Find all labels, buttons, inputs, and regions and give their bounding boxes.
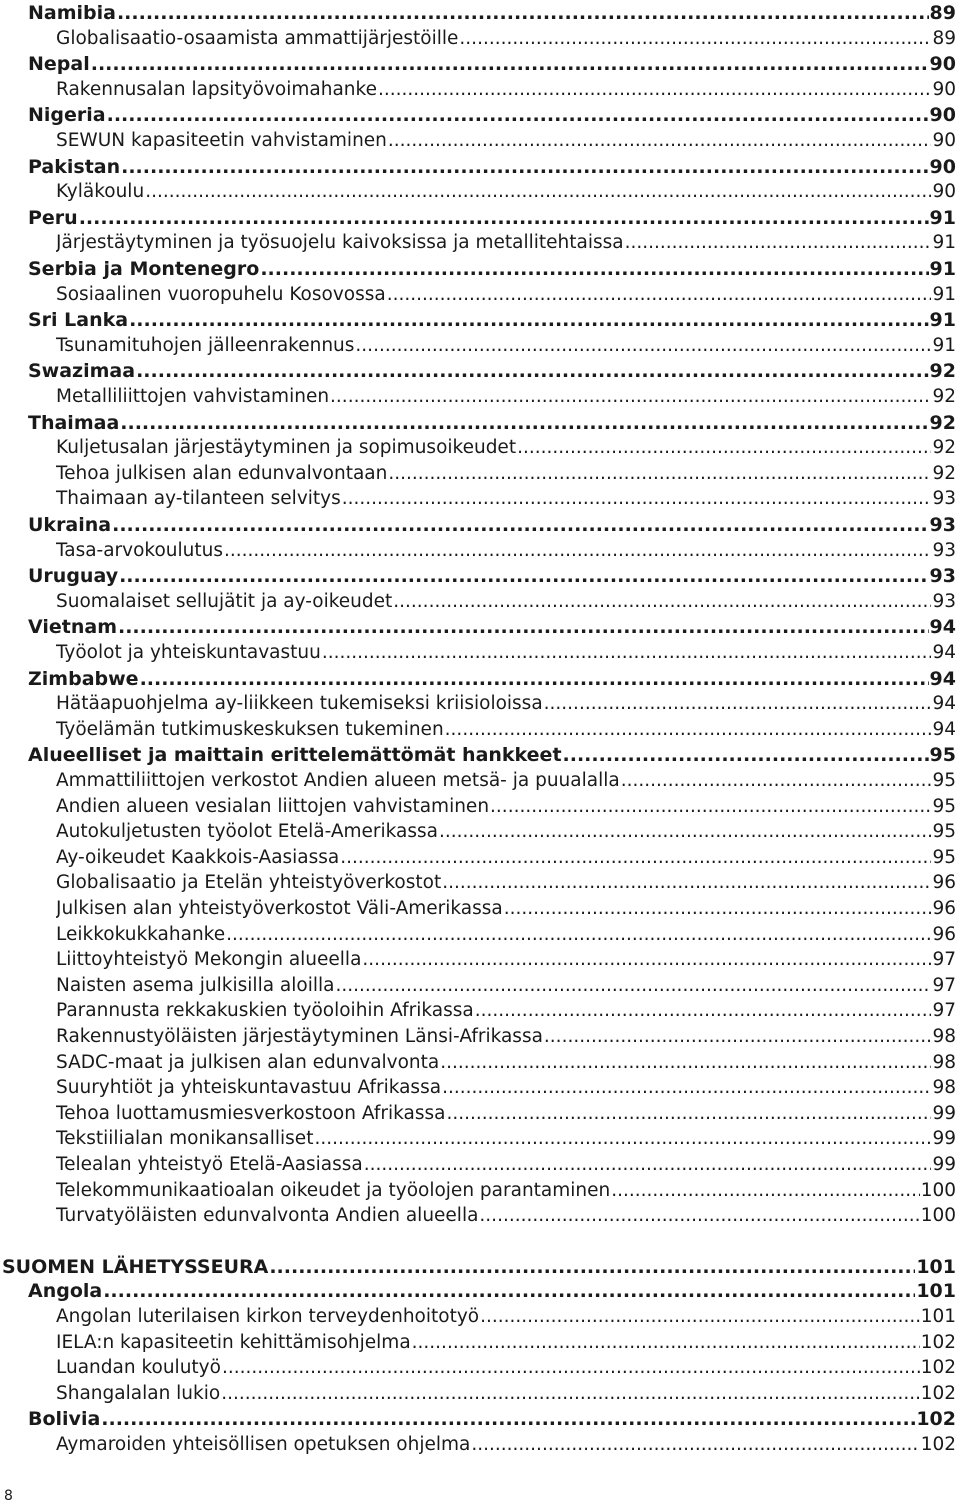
toc-entry-title: Suuryhtiöt ja yhteiskuntavastuu Afrikassa — [56, 1077, 442, 1099]
toc-entry-title: Shangalalan lukio — [56, 1382, 221, 1404]
dot-leader — [459, 26, 931, 52]
toc-entry-page: 96 — [932, 872, 956, 894]
toc-entry-title: Leikkokukkahanke — [56, 923, 226, 945]
toc-project-entry[interactable] — [56, 947, 956, 973]
dot-leader — [625, 230, 932, 256]
toc-entry-page: 100 — [920, 1205, 956, 1227]
toc-project-entry[interactable] — [56, 1203, 956, 1229]
toc-entry-page: 96 — [932, 923, 956, 945]
toc-entry-title: SEWUN kapasiteetin vahvistaminen — [56, 130, 387, 151]
dot-leader — [544, 1024, 932, 1050]
toc-country-entry[interactable] — [28, 0, 956, 26]
toc-section-entry[interactable] — [2, 1253, 956, 1281]
toc-entry-page: 90 — [932, 78, 956, 100]
toc-project-entry[interactable] — [56, 1152, 956, 1178]
toc-entry-page: 94 — [929, 616, 956, 639]
toc-country-entry[interactable] — [28, 563, 956, 589]
toc-project-entry[interactable] — [56, 282, 956, 308]
toc-country-entry[interactable] — [28, 51, 956, 77]
toc-entry-title: Nepal — [28, 53, 90, 76]
toc-entry-page: 90 — [932, 181, 956, 203]
toc-entry-title: Järjestäytyminen ja työsuojelu kaivoksissa ja metallitehtaissa — [56, 232, 624, 254]
dot-leader — [475, 998, 932, 1024]
toc-entry-title: SADC-maat ja julkisen alan edunvalvonta — [56, 1051, 440, 1073]
toc-project-entry[interactable] — [56, 691, 956, 717]
toc-entry-title: Vietnam — [28, 616, 117, 639]
toc-entry-title: Nigeria — [28, 104, 106, 127]
toc-entry-title: IELA:n kapasiteetin kehittämisohjelma — [56, 1331, 411, 1353]
toc-entry-page: 93 — [932, 539, 956, 561]
toc-entry-page: 99 — [932, 1154, 956, 1175]
toc-entry-page: 89 — [929, 2, 956, 24]
dot-leader — [140, 666, 929, 692]
toc-entry-page: 95 — [929, 744, 956, 767]
toc-entry-page: 102 — [920, 1357, 956, 1379]
toc-entry-title: Globalisaatio-osaamista ammattijärjestöille — [56, 27, 459, 49]
toc-entry-page: 99 — [932, 1102, 956, 1124]
toc-entry-title: Hätäapuohjelma ay-liikkeen tukemiseksi kriisioloissa — [56, 693, 543, 715]
toc-entry-page: 92 — [932, 462, 956, 484]
toc-entry-title: Luandan koulutyö — [56, 1357, 221, 1379]
dot-leader — [269, 1253, 915, 1281]
toc-project-entry[interactable] — [56, 128, 956, 154]
dot-leader — [120, 410, 928, 436]
dot-leader — [222, 1355, 920, 1381]
dot-leader — [362, 947, 931, 973]
toc-entry-title: Metalliliittojen vahvistaminen — [56, 386, 330, 407]
toc-entry-page: 95 — [932, 846, 956, 868]
toc-entry-page: 95 — [932, 795, 956, 817]
toc-project-entry[interactable] — [56, 1178, 956, 1204]
toc-country-entry[interactable] — [28, 307, 956, 333]
toc-entry-page: 97 — [932, 974, 956, 996]
toc-entry-title: Tekstiilialan monikansalliset — [56, 1128, 314, 1150]
toc-entry-page: 98 — [932, 1077, 956, 1099]
toc-project-entry[interactable] — [56, 333, 956, 359]
toc-entry-page: 93 — [932, 488, 956, 510]
dot-leader — [504, 896, 932, 922]
dot-leader — [364, 1152, 932, 1178]
dot-leader — [107, 102, 929, 128]
toc-project-entry[interactable] — [56, 845, 956, 871]
toc-entry-title: Rakennusalan lapsityövoimahanke — [56, 78, 377, 100]
toc-entry-page: 92 — [932, 386, 956, 407]
toc-entry-page: 102 — [920, 1331, 956, 1353]
toc-entry-title: Alueelliset ja maittain erittelemättömät hankkeet — [28, 744, 562, 767]
toc-entry-title: Telekommunikaatioalan oikeudet ja työolojen parantaminen — [56, 1179, 611, 1201]
toc-country-entry[interactable] — [28, 666, 956, 692]
toc-entry-title: Aymaroiden yhteisöllisen opetuksen ohjelma — [56, 1434, 471, 1455]
toc-entry-title: Bolivia — [28, 1408, 101, 1431]
dot-leader — [563, 742, 929, 768]
toc-project-entry[interactable] — [56, 1355, 956, 1381]
toc-entry-title: Rakennustyöläisten järjestäytyminen Länsi-Afrikassa — [56, 1026, 543, 1047]
dot-leader — [103, 1278, 915, 1304]
dot-leader — [224, 538, 931, 564]
toc-entry-page: 98 — [932, 1026, 956, 1047]
toc-entry-page: 92 — [929, 360, 956, 383]
toc-entry-page: 90 — [929, 155, 956, 178]
toc-entry-title: Serbia ja Montenegro — [28, 258, 260, 280]
toc-entry-page: 101 — [920, 1306, 956, 1327]
toc-country-entry[interactable] — [28, 205, 956, 231]
toc-entry-title: Angola — [28, 1280, 103, 1303]
dot-leader — [440, 1050, 931, 1076]
dot-leader — [145, 179, 931, 205]
dot-leader — [221, 1381, 919, 1407]
dot-leader — [79, 205, 929, 231]
toc-entry-page: 102 — [920, 1434, 956, 1455]
dot-leader — [335, 973, 931, 999]
toc-entry-title: Naisten asema julkisilla aloilla — [56, 974, 335, 996]
page-number: 8 — [4, 1488, 13, 1504]
toc-country-entry[interactable] — [28, 742, 956, 768]
toc-entry-title: Swazimaa — [28, 360, 136, 383]
toc-entry-title: Namibia — [28, 2, 116, 24]
toc-country-entry[interactable] — [28, 410, 956, 436]
toc-entry-page: 94 — [932, 718, 956, 740]
dot-leader — [340, 845, 931, 871]
toc-project-entry[interactable] — [56, 1330, 956, 1356]
toc-entry-page: 90 — [932, 130, 956, 151]
dot-leader — [129, 307, 928, 333]
dot-leader — [118, 614, 929, 640]
toc-project-entry[interactable] — [56, 1075, 956, 1101]
toc-entry-page: 91 — [932, 232, 956, 254]
toc-entry-page: 89 — [932, 27, 956, 49]
toc-entry-page: 91 — [929, 258, 956, 280]
dot-leader — [322, 640, 932, 666]
toc-entry-title: Parannusta rekkakuskien työoloihin Afrikassa — [56, 1000, 474, 1022]
dot-leader — [117, 0, 929, 26]
dot-leader — [412, 1330, 920, 1356]
toc-country-entry[interactable] — [28, 1278, 956, 1304]
toc-entry-page: 102 — [916, 1408, 956, 1431]
toc-country-entry[interactable] — [28, 1406, 956, 1432]
toc-project-entry[interactable] — [56, 819, 956, 845]
dot-leader — [226, 922, 931, 948]
dot-leader — [621, 768, 932, 794]
toc-entry-page: 92 — [929, 411, 956, 434]
toc-entry-page: 99 — [932, 1128, 956, 1150]
toc-entry-title: Telealan yhteistyö Etelä-Aasiassa — [56, 1154, 363, 1175]
toc-country-entry[interactable] — [28, 256, 956, 282]
dot-leader — [388, 461, 931, 487]
toc-entry-page: 94 — [932, 693, 956, 715]
toc-entry-title: Angolan luterilaisen kirkon terveydenhoitotyö — [56, 1306, 480, 1327]
toc-project-entry[interactable] — [56, 794, 956, 820]
toc-entry-page: 95 — [932, 770, 956, 791]
toc-entry-title: Kyläkoulu — [56, 181, 145, 203]
toc-entry-page: 91 — [929, 309, 956, 332]
dot-leader — [439, 819, 931, 845]
toc-entry-page: 101 — [916, 1280, 956, 1303]
toc-entry-title: Tehoa julkisen alan edunvalvontaan — [56, 462, 388, 484]
toc-entry-page: 92 — [932, 437, 956, 459]
toc-entry-title: Ukraina — [28, 514, 112, 536]
toc-entry-page: 93 — [929, 514, 956, 536]
toc-project-entry[interactable] — [56, 922, 956, 948]
toc-entry-page: 97 — [932, 949, 956, 971]
toc-project-entry[interactable] — [56, 717, 956, 743]
dot-leader — [544, 691, 932, 717]
dot-leader — [393, 589, 931, 615]
toc-project-entry[interactable] — [56, 1050, 956, 1076]
dot-leader — [611, 1178, 919, 1204]
toc-project-entry[interactable] — [56, 384, 956, 410]
toc-project-entry[interactable] — [56, 1432, 956, 1458]
toc-entry-page: 91 — [929, 206, 956, 229]
toc-entry-title: Pakistan — [28, 155, 121, 178]
toc-entry-page: 96 — [932, 898, 956, 919]
toc-project-entry[interactable] — [56, 1024, 956, 1050]
toc-project-entry[interactable] — [56, 973, 956, 999]
toc-project-entry[interactable] — [56, 179, 956, 205]
toc-entry-page: 94 — [932, 642, 956, 663]
toc-country-entry[interactable] — [28, 512, 956, 538]
toc-entry-page: 102 — [920, 1382, 956, 1404]
dot-leader — [388, 128, 932, 154]
toc-project-entry[interactable] — [56, 640, 956, 666]
dot-leader — [446, 1101, 931, 1127]
toc-entry-title: SUOMEN LÄHETYSSEURA — [2, 1255, 269, 1278]
toc-project-entry[interactable] — [56, 461, 956, 487]
toc-country-entry[interactable] — [28, 154, 956, 180]
toc-entry-title: Työolot ja yhteiskuntavastuu — [56, 642, 321, 663]
toc-entry-page: 94 — [929, 667, 956, 690]
toc-entry-title: Thaimaa — [28, 411, 120, 434]
dot-leader — [101, 1406, 915, 1432]
toc-entry-page: 100 — [920, 1179, 956, 1201]
toc-entry-page: 91 — [932, 283, 956, 305]
dot-leader — [387, 282, 932, 308]
dot-leader — [480, 1304, 920, 1330]
toc-entry-title: Tasa-arvokoulutus — [56, 539, 224, 561]
toc-entry-page: 90 — [929, 53, 956, 76]
toc-project-entry[interactable] — [56, 486, 956, 512]
toc-project-entry[interactable] — [56, 77, 956, 103]
toc-entry-title: Työelämän tutkimuskeskuksen tukeminen — [56, 718, 444, 740]
toc-entry-title: Autokuljetusten työolot Etelä-Amerikassa — [56, 821, 438, 843]
toc-entry-title: Globalisaatio ja Etelän yhteistyöverkostot — [56, 872, 442, 894]
toc-entry-title: Liittoyhteistyö Mekongin alueella — [56, 949, 362, 971]
dot-leader — [91, 51, 929, 77]
toc-entry-page: 97 — [932, 1000, 956, 1022]
toc-project-entry[interactable] — [56, 538, 956, 564]
dot-leader — [314, 1126, 931, 1152]
dot-leader — [355, 333, 931, 359]
dot-leader — [330, 384, 931, 410]
dot-leader — [442, 870, 931, 896]
toc-country-entry[interactable] — [28, 358, 956, 384]
dot-leader — [342, 486, 932, 512]
toc-entry-page: 101 — [916, 1255, 956, 1278]
toc-entry-title: Ay-oikeudet Kaakkois-Aasiassa — [56, 846, 340, 868]
toc-entry-page: 91 — [932, 334, 956, 356]
dot-leader — [445, 717, 932, 743]
toc-project-entry[interactable] — [56, 768, 956, 794]
toc-entry-page: 98 — [932, 1051, 956, 1073]
toc-project-entry[interactable] — [56, 1304, 956, 1330]
toc-project-entry[interactable] — [56, 1101, 956, 1127]
dot-leader — [121, 154, 928, 180]
toc-entry-title: Turvatyöläisten edunvalvonta Andien alueella — [56, 1205, 479, 1227]
toc-entry-title: Suomalaiset sellujätit ja ay-oikeudet — [56, 590, 393, 612]
dot-leader — [479, 1203, 919, 1229]
toc-entry-page: 90 — [929, 104, 956, 127]
toc-project-entry[interactable] — [56, 26, 956, 52]
toc-project-entry[interactable] — [56, 870, 956, 896]
dot-leader — [136, 358, 928, 384]
toc-project-entry[interactable] — [56, 230, 956, 256]
dot-leader — [517, 435, 931, 461]
toc-entry-page: 95 — [932, 821, 956, 843]
dot-leader — [490, 794, 931, 820]
toc-project-entry[interactable] — [56, 1126, 956, 1152]
toc-entry-title: Tsunamituhojen jälleenrakennus — [56, 334, 355, 356]
toc-project-entry[interactable] — [56, 1381, 956, 1407]
toc-country-entry[interactable] — [28, 614, 956, 640]
dot-leader — [378, 77, 931, 103]
toc-entry-title: Tehoa luottamusmiesverkostoon Afrikassa — [56, 1102, 446, 1124]
toc-project-entry[interactable] — [56, 896, 956, 922]
toc-entry-page: 93 — [929, 565, 956, 588]
toc-project-entry[interactable] — [56, 435, 956, 461]
toc-entry-title: Thaimaan ay-tilanteen selvitys — [56, 488, 341, 510]
toc-entry-title: Sri Lanka — [28, 309, 129, 332]
toc-entry-title: Uruguay — [28, 565, 119, 588]
toc-entry-title: Zimbabwe — [28, 667, 139, 690]
toc-entry-title: Sosiaalinen vuoropuhelu Kosovossa — [56, 283, 386, 305]
dot-leader — [112, 512, 928, 538]
dot-leader — [442, 1075, 931, 1101]
toc-entry-title: Peru — [28, 206, 78, 229]
dot-leader — [260, 256, 928, 282]
toc-entry-title: Julkisen alan yhteistyöverkostot Väli-Amerikassa — [56, 898, 503, 919]
toc-entry-title: Andien alueen vesialan liittojen vahvistaminen — [56, 795, 490, 817]
toc-entry-title: Kuljetusalan järjestäytyminen ja sopimusoikeudet — [56, 437, 517, 459]
dot-leader — [119, 563, 928, 589]
toc-project-entry[interactable] — [56, 998, 956, 1024]
dot-leader — [471, 1432, 919, 1458]
toc-entry-page: 93 — [932, 590, 956, 612]
toc-entry-title: Ammattiliittojen verkostot Andien alueen metsä- ja puualalla — [56, 770, 620, 791]
toc-project-entry[interactable] — [56, 589, 956, 615]
toc-country-entry[interactable] — [28, 102, 956, 128]
